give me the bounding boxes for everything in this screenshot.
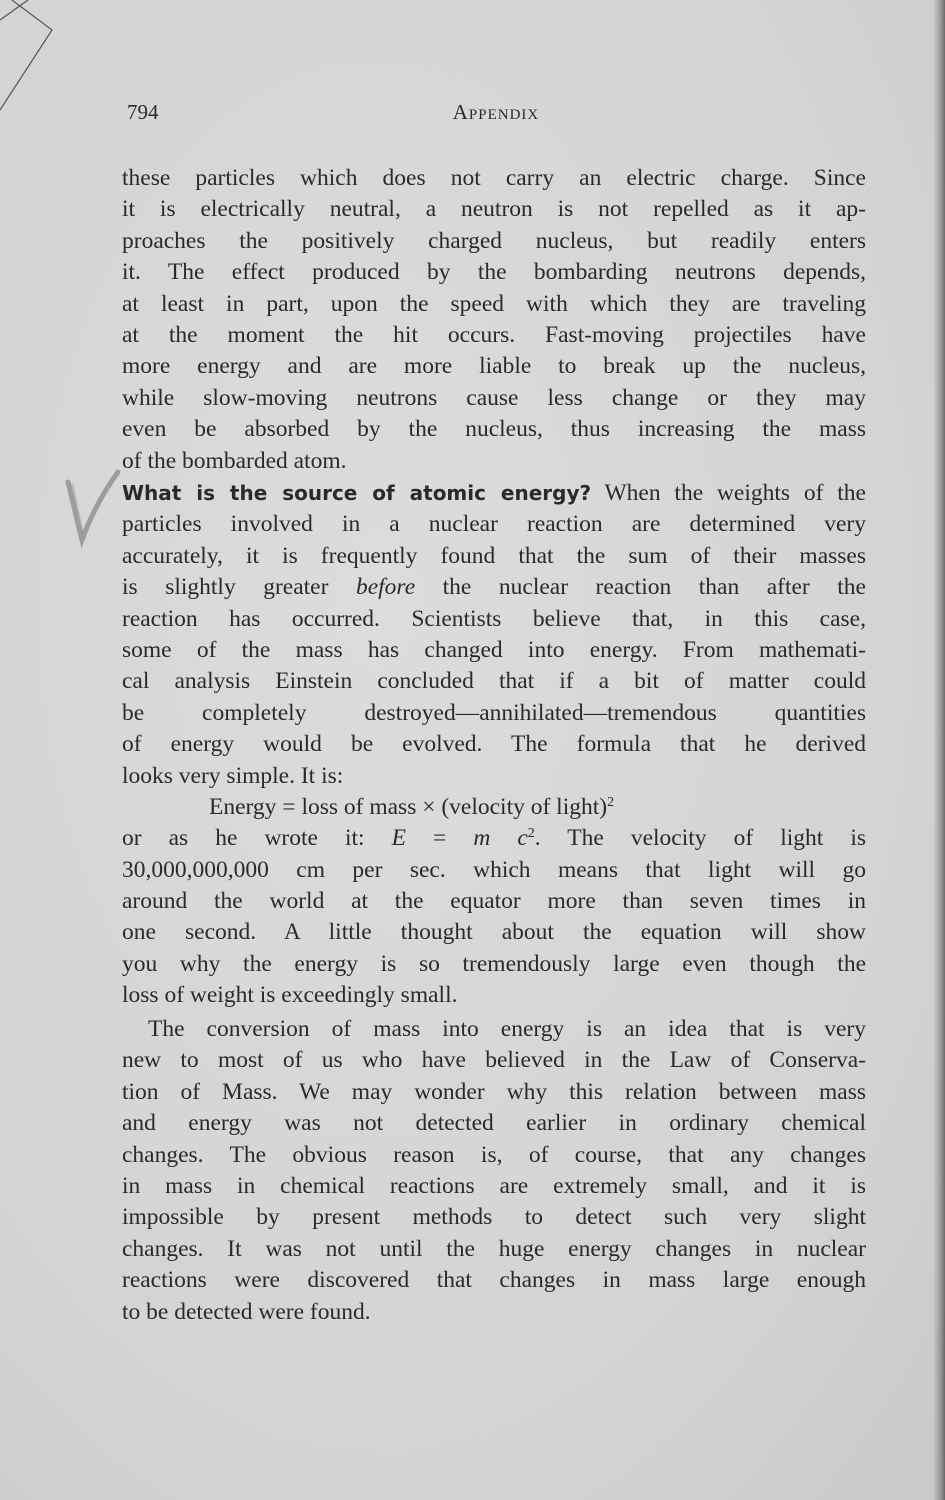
text-line: some of the mass has changed into energy. From mathemati-: [122, 636, 866, 663]
text-line: reactions were discovered that changes in mass large enough: [122, 1267, 866, 1294]
text-line: changes. The obvious reason is, of course, that any changes: [122, 1141, 866, 1168]
text-line: it. The effect produced by the bombarding neutrons depends,: [122, 259, 866, 286]
text-line: cal analysis Einstein concluded that if a bit of matter could: [122, 668, 866, 695]
text-line: 30,000,000,000 cm per sec. which means that light will go: [122, 856, 866, 883]
text-line: at the moment the hit occurs. Fast-moving projectiles have: [122, 321, 866, 348]
text-line: at least in part, upon the speed with which they are traveling: [122, 290, 866, 317]
pencil-checkmark-icon: [62, 468, 122, 548]
text-line: changes. It was not until the huge energy changes in nuclear: [122, 1235, 866, 1262]
page-corner-fold: [0, 0, 60, 120]
text-line: of energy would be evolved. The formula that he derived: [122, 731, 866, 758]
running-head: [127, 100, 865, 134]
text-line: What is the source of atomic energy? When the weights of the: [122, 480, 866, 506]
text-line: while slow-moving neutrons cause less change or they may: [122, 384, 866, 411]
text-line: it is electrically neutral, a neutron is not repelled as it ap-: [122, 196, 866, 223]
text-line: accurately, it is frequently found that the sum of their masses: [122, 542, 866, 569]
text-line: to be detected were found.: [122, 1298, 371, 1325]
running-title: Appendix: [452, 100, 540, 124]
emphasis: before: [355, 574, 416, 601]
text-line: be completely destroyed—annihilated—tremendous quantities: [122, 699, 866, 726]
text-line: The conversion of mass into energy is an idea that is very: [148, 1016, 866, 1042]
text-line: is slightly greater before the nuclear reaction than after the: [122, 574, 866, 601]
text-line: even be absorbed by the nucleus, thus increasing the mass: [122, 416, 866, 443]
text-line: and energy was not detected earlier in ordinary chemical: [122, 1110, 866, 1137]
text-line: these particles which does not carry an electric charge. Since: [122, 165, 866, 191]
text-line: impossible by present methods to detect such very slight: [122, 1204, 866, 1231]
paragraph-mass-conversion: [122, 1014, 866, 1328]
text-line: loss of weight is exceedingly small.: [122, 982, 458, 1009]
text-line: looks very simple. It is:: [122, 762, 344, 789]
text-line: one second. A little thought about the equation will show: [122, 919, 866, 946]
text-line: tion of Mass. We may wonder why this relation between mass: [122, 1078, 866, 1105]
text-line: proaches the positively charged nucleus, but readily enters: [122, 227, 866, 254]
text-line: new to most of us who have believed in the Law of Conserva-: [122, 1047, 866, 1074]
text-line: of the bombarded atom.: [122, 447, 347, 474]
text-line: around the world at the equator more than seven times in: [122, 888, 866, 915]
text-line: particles involved in a nuclear reaction are determined very: [122, 511, 866, 538]
text-line: in mass in chemical reactions are extremely small, and it is: [122, 1172, 866, 1199]
section-heading: What is the source of atomic energy?: [122, 481, 592, 505]
text-line: more energy and are more liable to break up the nucleus,: [122, 353, 866, 380]
page-number: 794: [127, 100, 159, 124]
paragraph-neutron-continuation: [122, 163, 866, 477]
formula-line: or as he wrote it: E = m $c^2$. The velocity of light is: [122, 825, 866, 852]
page-edge-shadow: [933, 0, 945, 1500]
text-line: reaction has occurred. Scientists believe that, in this case,: [122, 605, 866, 632]
section-atomic-energy-source: [122, 478, 866, 1012]
text-line: you why the energy is so tremendously large even though the: [122, 950, 866, 977]
energy-equation: Energy = loss of mass × (velocity of light)$^2$: [209, 793, 615, 820]
